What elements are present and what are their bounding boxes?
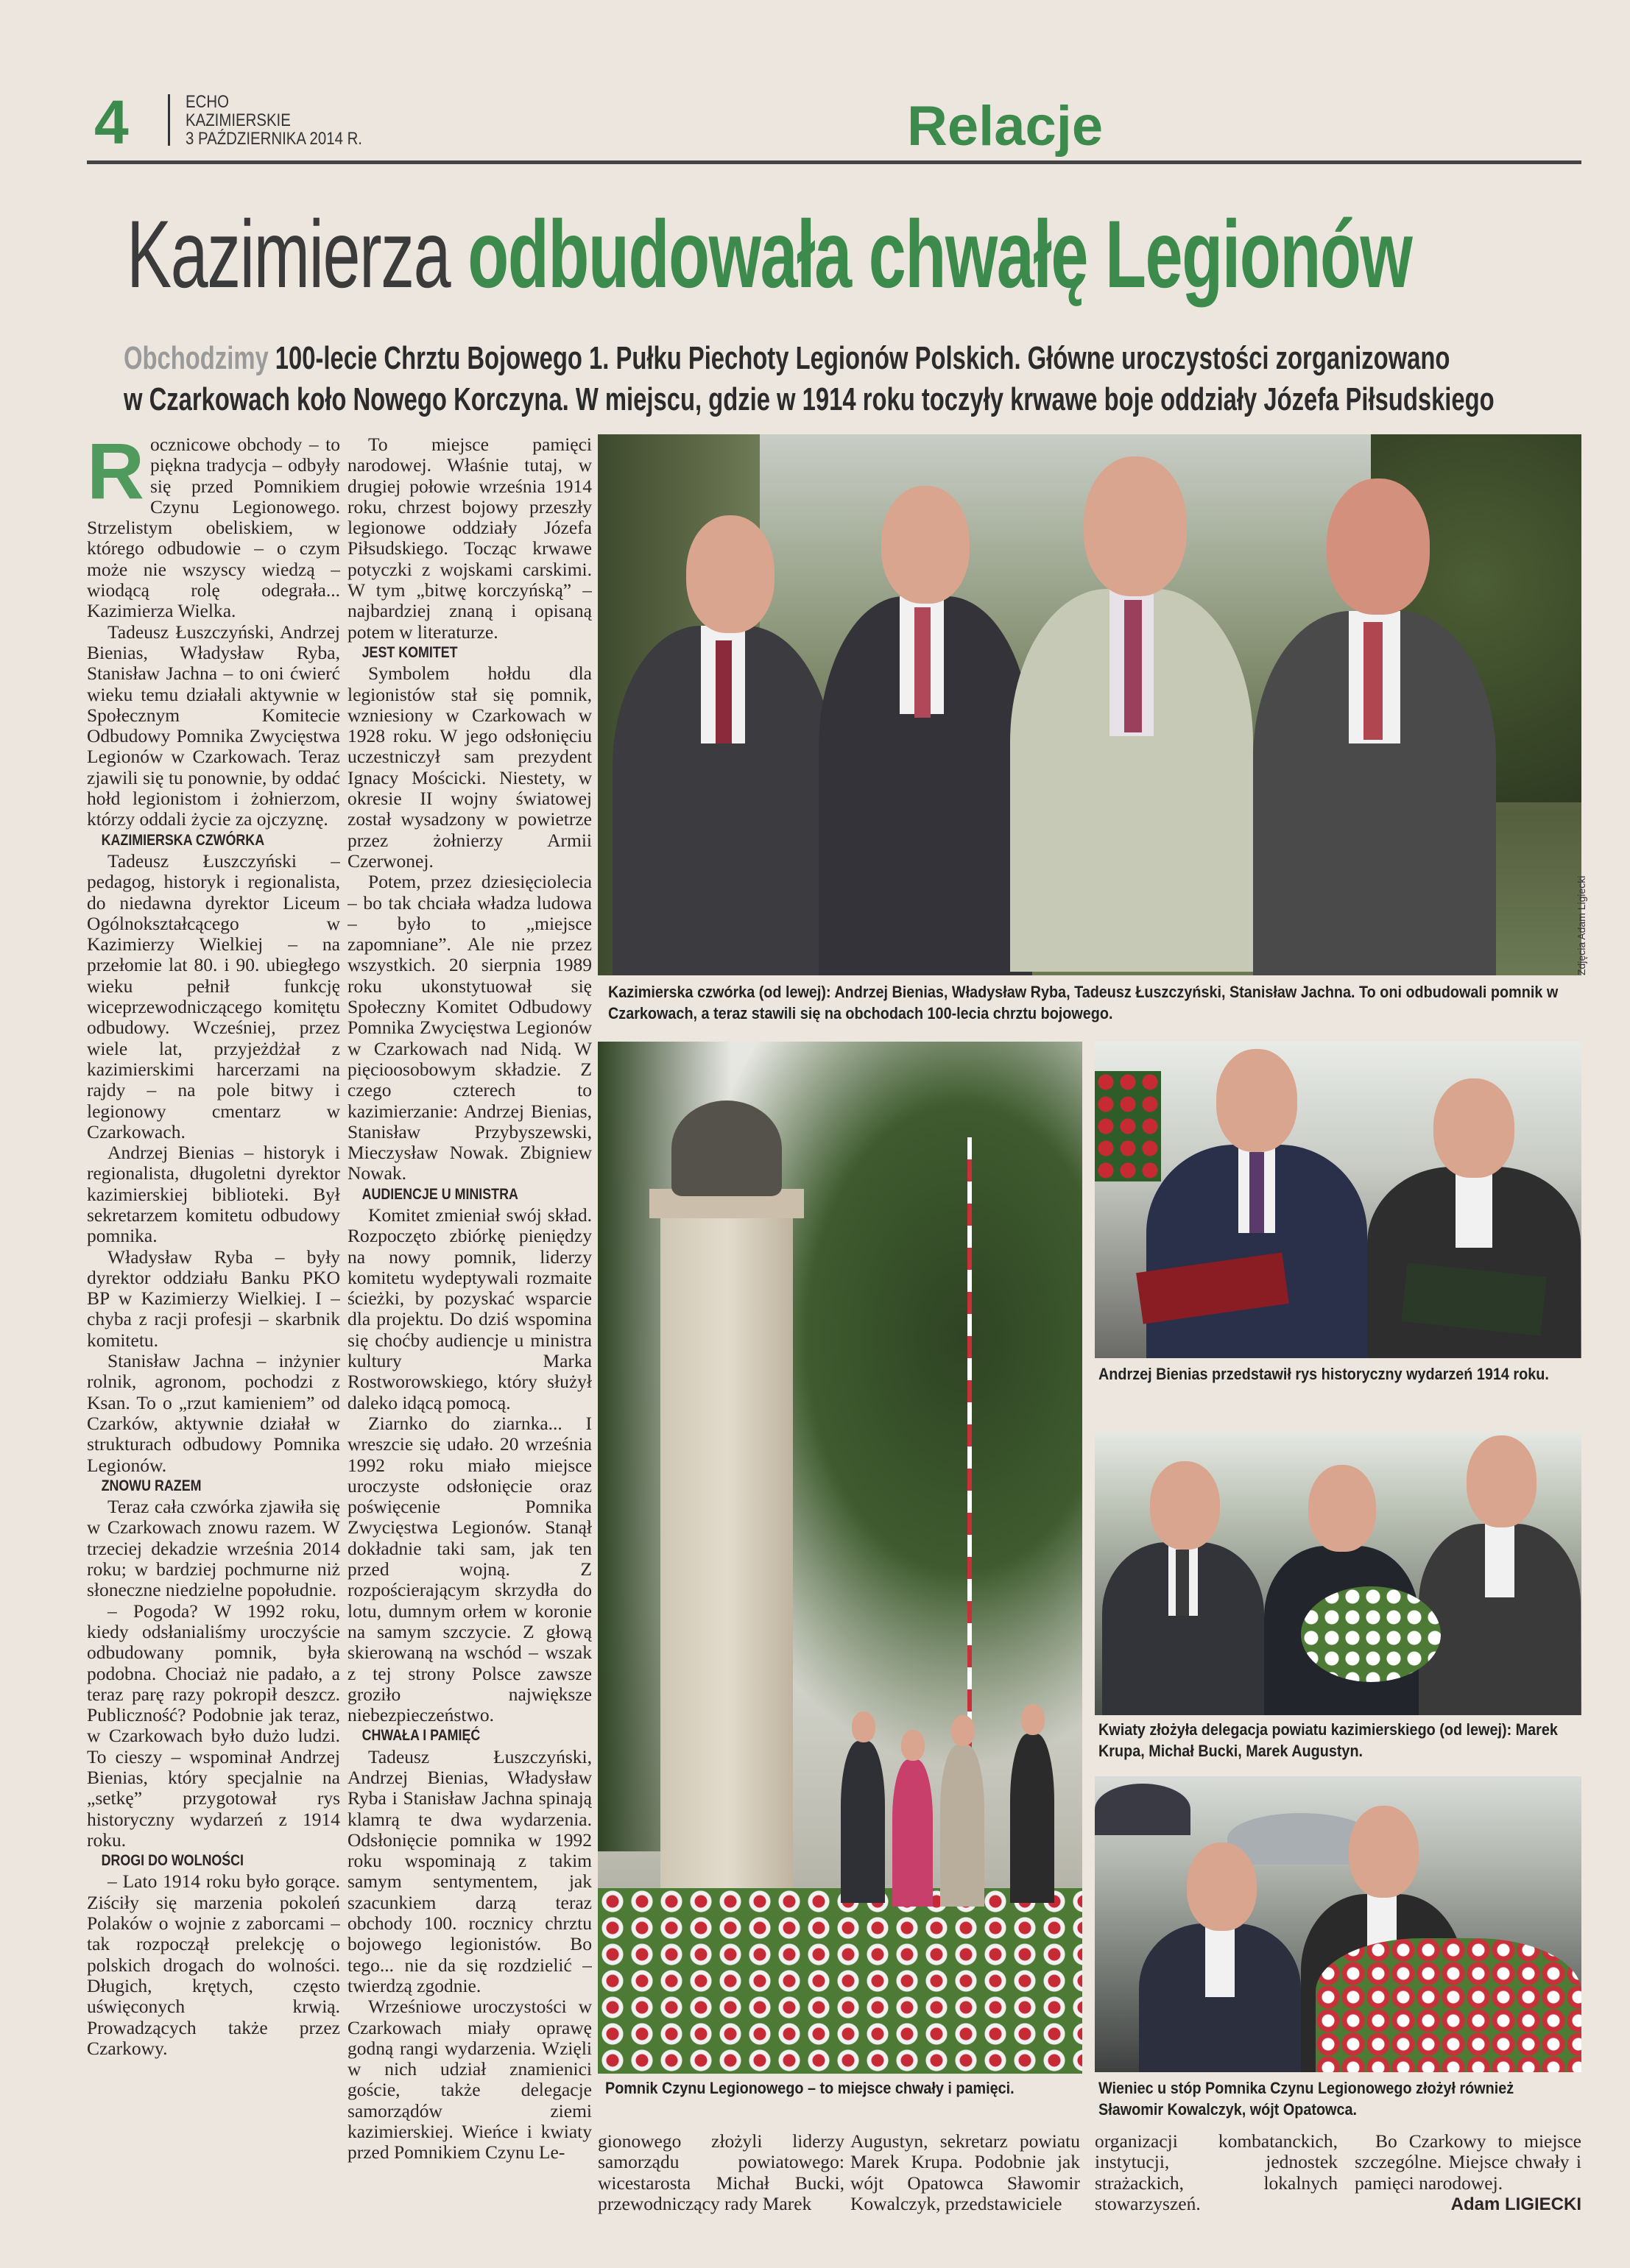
paragraph: Ziarnko do ziarnka... I wreszcie się udało. 20 września 1992 roku miało miejsce uroczyste odsłonięcie oraz poświęcenie Pomnika Zwycięstwa Legionów. Stanął dokładnie taki sam, jak ten przed wojną. Z rozpościerającym skrzydła do lotu, dumnym orłem w koronie na samym szczycie. Z głową skierowaną na wschód – wszak z tej strony Polsce zawsze groziło największe niebezpieczeństwo. <box>347 1412 592 1726</box>
article-column-1 <box>87 434 340 2223</box>
section-title: Relacje <box>907 95 1104 158</box>
eagle-statue <box>671 1101 782 1196</box>
flowers-photo <box>1095 1432 1581 1715</box>
paragraph: Wrześniowe uroczystości w Czarkowach miały oprawę godną rangi wydarzenia. Wzięli w nich udział znamienici goście, także delegacje samorządów ziemi kazimierskiej. Wieńce i kwiaty przed Pomnikiem Czynu Le- <box>347 1996 592 2163</box>
paragraph <box>87 434 340 622</box>
deck-lead: Obchodzimy <box>124 340 269 376</box>
paragraph: Tadeusz Łuszczyński, Andrzej Bienias, Władysław Ryba, Stanisław Jachna – to oni ćwierć wieku temu działali aktywnie w Społecznym Komitecie Odbudowy Pomnika Zwycięstwa Legionów w Czarkowach. Teraz zjawili się tu ponownie, by oddać hołd legionistom i żołnierzom, którzy oddali życie za ojczyznę. <box>87 621 340 830</box>
masthead-line: KAZIMIERSKIE <box>186 110 291 130</box>
headline <box>127 199 1411 309</box>
paragraph: – Lato 1914 roku było gorące. Ziściły się marzenia pokoleń Polaków o wojnie z zaborcami – tak rozpoczął prelekcję o polskich drogach do wolności. Długich, krętych, często uświęconych krwią. Prowadzących także przez Czarkowy. <box>87 1870 340 2059</box>
bottom-column-1: gionowego złożyli liderzy samorządu powiatowego: wicestarosta Michał Bucki, przewodniczący rady Marek <box>598 2130 844 2214</box>
subheading: CHWAŁA I PAMIĘĆ <box>361 1727 481 1745</box>
deck-line1 <box>124 340 1450 377</box>
bottom-column-4 <box>1355 2131 1581 2216</box>
page-number: 4 <box>94 88 129 157</box>
author-byline: Adam LIGIECKI <box>1450 2194 1581 2214</box>
headline-part1: Kazimierza <box>127 200 468 308</box>
deck-line2: w Czarkowach koło Nowego Korczyna. W miejscu, gdzie w 1914 roku toczyły krwawe boje oddziały Józefa Piłsudskiego <box>124 381 1495 417</box>
headline-part2: odbudowała chwałę Legionów <box>468 200 1412 308</box>
subheading: AUDIENCJE U MINISTRA <box>361 1185 518 1203</box>
paragraph: Teraz cała czwórka zjawiła się w Czarkowach znowu razem. W trzeciej dekadzie września 2014 roku; w bardziej pochmurne niż słoneczne niedzielne popołudnie. <box>87 1496 340 1601</box>
obelisk <box>660 1204 793 1954</box>
bottom-column-2: Augustyn, sekretarz powiatu Marek Krupa. Podobnie jak wójt Opatowca Sławomir Kowalczyk, przedstawiciele <box>850 2130 1080 2214</box>
wreath-photo <box>1095 1776 1581 2072</box>
paragraph: – Pogoda? W 1992 roku, kiedy odsłanialiśmy uroczyście odbudowany pomnik, była podobna. Chociaż nie padało, a teraz parę razy pokropił deszcz. Publiczność? Podobnie jak teraz, w Czarkowach było dużo ludzi. To cieszy – wspominał Andrzej Bienias, który specjalnie na „setkę” przygotował rys historyczny wydarzeń z 1914 roku. <box>87 1600 340 1851</box>
article-column-2 <box>347 434 592 2223</box>
subheading: ZNOWU RAZEM <box>101 1477 202 1494</box>
wreath <box>1316 1938 1581 2072</box>
paragraph: Bo Czarkowy to miejsce szczególne. Miejsce chwały i pamięci narodowej. <box>1355 2130 1581 2194</box>
drop-cap: R <box>87 434 144 515</box>
header-rule <box>87 160 1581 164</box>
flowers-photo-caption: Kwiaty złożyła delegacja powiatu kazimierskiego (od lewej): Marek Krupa, Michał Bucki, Marek Augustyn. <box>1098 1720 1558 1760</box>
speech-photo-caption: Andrzej Bienias przedstawił rys historyczny wydarzeń 1914 roku. <box>1098 1365 1549 1383</box>
paragraph: Potem, przez dziesięciolecia – bo tak chciała władza ludowa – było to „miejsce zapomniane”. Ale nie przez wszystkich. 20 sierpnia 1989 roku ukonstytuował się Społeczny Komitet Odbudowy Pomnika Zwycięstwa Legionów w Czarkowach nad Nidą. W pięcioosobowym składzie. Z czego czterech to kazimierzanie: Andrzej Bienias, Stanisław Przybyszewski, Mieczysław Nowak. Zbigniew Nowak. <box>347 871 592 1184</box>
flower-bouquet <box>1301 1586 1441 1682</box>
paragraph: Tadeusz Łuszczyński – pedagog, historyk i regionalista, do niedawna dyrektor Liceum Ogólnokształcącego w Kazimierzy Wielkiej – na przełomie lat 80. i 90. ubiegłego wieku pełnił funkcję wiceprzewodniczącego komitętu odbudowy. Wcześniej, przez wiele lat, przyjeżdżał z kazimierskimi harcerzami na rajdy – na pole bitwy i legionowy cmentarz w Czarkowach. <box>87 849 340 1142</box>
masthead <box>186 93 362 148</box>
masthead-line: ECHO <box>186 92 229 112</box>
header-divider <box>168 94 170 146</box>
bottom-column-3: organizacji kombatanckich, instytucji, jednostek strażackich, lokalnych stowarzyszeń. <box>1095 2130 1338 2214</box>
group-photo-caption: Kazimierska czwórka (od lewej): Andrzej Bienias, Władysław Ryba, Tadeusz Łuszczyński, Stanisław Jachna. To oni odbudowali pomnik w Czarkowach, a teraz stawili się na obchodach 100-lecia chrztu bojowego. <box>608 983 1559 1022</box>
photo-credit: Zdjęcia Adam Ligiecki <box>1576 875 1587 975</box>
subheading: JEST KOMITET <box>361 643 458 661</box>
paragraph: Tadeusz Łuszczyński, Andrzej Bienias, Władysław Ryba i Stanisław Jachna spinają klamrą te dwa wydarzenia. Odsłonięcie pomnika w 1992 roku wspominają z takim samym sentymentem, jak szacunkiem darzą teraz obchody 100. rocznicy chrztu bojowego legionistów. Bo tego... nie da się rozdzielić – twierdzą zgodnie. <box>347 1745 592 1996</box>
paragraph: Stanisław Jachna – inżynier rolnik, agronom, pochodzi z Ksan. To o „rzut kamieniem” od Czarków, aktywnie działał w strukturach odbudowy Pomnika Legionów. <box>87 1350 340 1476</box>
masthead-date: 3 PAŹDZIERNIKA 2014 R. <box>186 129 362 149</box>
paragraph: Władysław Ryba – były dyrektor oddziału Banku PKO BP w Kazimierzy Wielkiej. I – chyba z racji profesji – skarbnik komitetu. <box>87 1246 340 1351</box>
monument-photo <box>598 1042 1082 2074</box>
paragraph: Andrzej Bienias – historyk i regionalista, długoletni dyrektor kazimierskiej biblioteki. Był sekretarzem komitetu odbudowy pomnika. <box>87 1142 340 1247</box>
deck-text: 100-lecie Chrztu Bojowego 1. Pułku Piechoty Legionów Polskich. Główne uroczystości zorganizowano <box>268 340 1450 376</box>
paragraph: Komitet zmieniał swój skład. Rozpoczęto zbiórkę pieniędzy na nowy pomnik, liderzy komitetu wydeptywali rozmaite ścieżki, by pozyskać wsparcie dla projektu. Do dziś wspomina się choćby audiencje u ministra kultury Marka Rostworowskiego, który służył daleko idącą pomocą. <box>347 1204 592 1413</box>
paragraph-text: ocznicowe obchody – to piękna tradycja – odbyły się przed Pomnikiem Czynu Legionowego. Strzelistym obeliskiem, w którego odbudowie – o czym może nie wszyscy wiedzą – wiodącą rolę odegrała... Kazimierza Wielka. <box>87 434 340 622</box>
wreath-photo-caption: Wieniec u stóp Pomnika Czynu Legionowego złożył również Sławomir Kowalczyk, wójt Opatowca. <box>1098 2079 1514 2119</box>
paragraph: To miejsce pamięci narodowej. Właśnie tutaj, w drugiej połowie września 1914 roku, chrzest bojowy przeszły legionowe oddziały Józefa Piłsudskiego. Tocząc krwawe potyczki z wojskami carskimi. W tym „bitwę korczyńską” – najbardziej znaną i opisaną potem w literaturze. <box>347 434 592 643</box>
monument-photo-caption: Pomnik Czynu Legionowego – to miejsce chwały i pamięci. <box>605 2079 1015 2097</box>
speech-photo <box>1095 1042 1581 1358</box>
subheading: KAZIMIERSKA CZWÓRKA <box>101 831 265 849</box>
subheading: DROGI DO WOLNOŚCI <box>101 1852 244 1870</box>
paragraph: Symbolem hołdu dla legionistów stał się pomnik, wzniesiony w Czarkowach w 1928 roku. W jego odsłonięciu uczestniczył sam prezydent Ignacy Mościcki. Niestety, w okresie II wojny światowej został wysadzony w powietrze przez żołnierzy Armii Czerwonej. <box>347 663 592 872</box>
group-photo <box>598 434 1581 975</box>
